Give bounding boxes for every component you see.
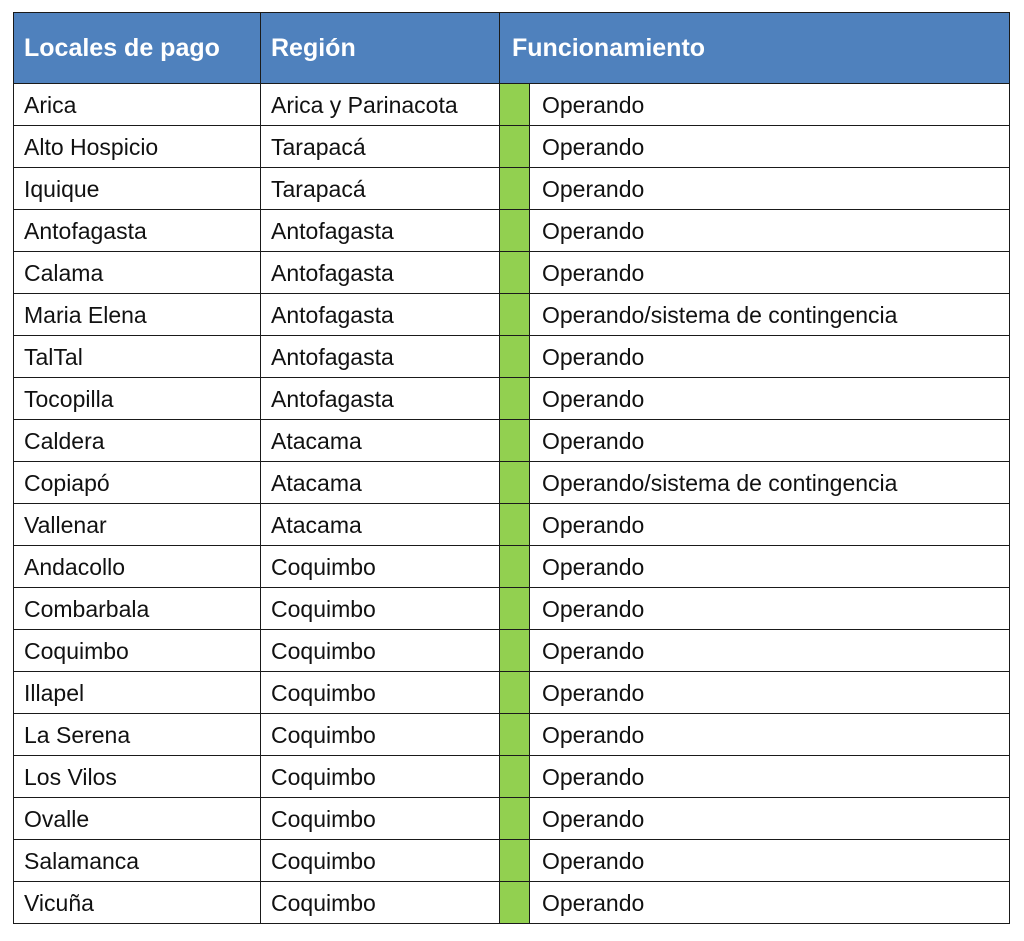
cell-region: Coquimbo	[261, 672, 500, 714]
status-green-swatch	[500, 294, 529, 335]
cell-local: Antofagasta	[14, 210, 261, 252]
cell-region: Antofagasta	[261, 378, 500, 420]
table-row	[14, 420, 1010, 462]
cell-local: Maria Elena	[14, 294, 261, 336]
status-indicator	[500, 210, 530, 252]
cell-local: Salamanca	[14, 840, 261, 882]
status-green-swatch	[500, 882, 529, 923]
cell-region: Arica y Parinacota	[261, 84, 500, 126]
cell-funcionamiento: Operando	[530, 756, 1010, 798]
cell-local: La Serena	[14, 714, 261, 756]
cell-funcionamiento: Operando	[530, 252, 1010, 294]
status-indicator	[500, 294, 530, 336]
status-green-swatch	[500, 504, 529, 545]
cell-funcionamiento: Operando	[530, 126, 1010, 168]
cell-funcionamiento: Operando	[530, 378, 1010, 420]
table-row	[14, 798, 1010, 840]
status-green-swatch	[500, 588, 529, 629]
status-green-swatch	[500, 210, 529, 251]
table-row	[14, 672, 1010, 714]
cell-region: Coquimbo	[261, 714, 500, 756]
status-green-swatch	[500, 126, 529, 167]
cell-local: Los Vilos	[14, 756, 261, 798]
cell-local: Calama	[14, 252, 261, 294]
cell-funcionamiento: Operando	[530, 84, 1010, 126]
cell-funcionamiento: Operando	[530, 336, 1010, 378]
status-indicator	[500, 756, 530, 798]
table-row	[14, 882, 1010, 924]
status-indicator	[500, 588, 530, 630]
status-indicator	[500, 420, 530, 462]
table-row	[14, 756, 1010, 798]
cell-funcionamiento: Operando	[530, 504, 1010, 546]
status-indicator	[500, 504, 530, 546]
status-indicator	[500, 126, 530, 168]
status-green-swatch	[500, 168, 529, 209]
cell-funcionamiento: Operando	[530, 546, 1010, 588]
table-row	[14, 588, 1010, 630]
cell-funcionamiento: Operando/sistema de contingencia	[530, 462, 1010, 504]
cell-region: Coquimbo	[261, 798, 500, 840]
cell-region: Antofagasta	[261, 294, 500, 336]
status-indicator	[500, 252, 530, 294]
payment-locations-table	[13, 12, 1010, 924]
status-green-swatch	[500, 546, 529, 587]
cell-region: Tarapacá	[261, 126, 500, 168]
status-indicator	[500, 630, 530, 672]
cell-local: Coquimbo	[14, 630, 261, 672]
cell-local: Vallenar	[14, 504, 261, 546]
status-green-swatch	[500, 756, 529, 797]
status-green-swatch	[500, 630, 529, 671]
cell-region: Coquimbo	[261, 756, 500, 798]
cell-region: Coquimbo	[261, 840, 500, 882]
header-funcionamiento: Funcionamiento	[500, 13, 1010, 84]
status-green-swatch	[500, 840, 529, 881]
cell-local: Iquique	[14, 168, 261, 210]
cell-funcionamiento: Operando	[530, 798, 1010, 840]
table-row	[14, 378, 1010, 420]
cell-funcionamiento: Operando	[530, 210, 1010, 252]
status-indicator	[500, 462, 530, 504]
header-locales-de-pago: Locales de pago	[14, 13, 261, 84]
table-row	[14, 84, 1010, 126]
cell-funcionamiento: Operando	[530, 882, 1010, 924]
cell-region: Antofagasta	[261, 336, 500, 378]
cell-region: Tarapacá	[261, 168, 500, 210]
table-body	[14, 84, 1010, 924]
status-indicator	[500, 84, 530, 126]
header-region: Región	[261, 13, 500, 84]
cell-local: Alto Hospicio	[14, 126, 261, 168]
table-row	[14, 168, 1010, 210]
cell-region: Atacama	[261, 462, 500, 504]
cell-local: Illapel	[14, 672, 261, 714]
table-row	[14, 840, 1010, 882]
cell-local: Ovalle	[14, 798, 261, 840]
cell-local: Andacollo	[14, 546, 261, 588]
table-row	[14, 210, 1010, 252]
table-row	[14, 630, 1010, 672]
cell-region: Atacama	[261, 504, 500, 546]
status-indicator	[500, 672, 530, 714]
cell-region: Coquimbo	[261, 882, 500, 924]
cell-region: Atacama	[261, 420, 500, 462]
status-green-swatch	[500, 336, 529, 377]
cell-funcionamiento: Operando/sistema de contingencia	[530, 294, 1010, 336]
status-indicator	[500, 378, 530, 420]
table-row	[14, 252, 1010, 294]
status-green-swatch	[500, 420, 529, 461]
status-indicator	[500, 336, 530, 378]
status-green-swatch	[500, 672, 529, 713]
table-row	[14, 462, 1010, 504]
cell-region: Coquimbo	[261, 588, 500, 630]
cell-region: Coquimbo	[261, 630, 500, 672]
table-row	[14, 126, 1010, 168]
status-indicator	[500, 840, 530, 882]
cell-local: Arica	[14, 84, 261, 126]
cell-region: Antofagasta	[261, 252, 500, 294]
table-header-row	[14, 13, 1010, 84]
status-indicator	[500, 714, 530, 756]
status-green-swatch	[500, 798, 529, 839]
cell-region: Antofagasta	[261, 210, 500, 252]
status-green-swatch	[500, 378, 529, 419]
table-row	[14, 546, 1010, 588]
cell-local: Caldera	[14, 420, 261, 462]
cell-local: Tocopilla	[14, 378, 261, 420]
status-green-swatch	[500, 714, 529, 755]
cell-funcionamiento: Operando	[530, 168, 1010, 210]
status-indicator	[500, 168, 530, 210]
status-green-swatch	[500, 84, 529, 125]
cell-funcionamiento: Operando	[530, 714, 1010, 756]
cell-funcionamiento: Operando	[530, 588, 1010, 630]
table-row	[14, 294, 1010, 336]
status-green-swatch	[500, 252, 529, 293]
cell-local: TalTal	[14, 336, 261, 378]
status-indicator	[500, 882, 530, 924]
status-indicator	[500, 546, 530, 588]
cell-local: Vicuña	[14, 882, 261, 924]
status-indicator	[500, 798, 530, 840]
cell-funcionamiento: Operando	[530, 420, 1010, 462]
cell-funcionamiento: Operando	[530, 840, 1010, 882]
table-row	[14, 714, 1010, 756]
table-row	[14, 336, 1010, 378]
cell-funcionamiento: Operando	[530, 630, 1010, 672]
cell-funcionamiento: Operando	[530, 672, 1010, 714]
cell-local: Copiapó	[14, 462, 261, 504]
status-green-swatch	[500, 462, 529, 503]
cell-local: Combarbala	[14, 588, 261, 630]
table-row	[14, 504, 1010, 546]
cell-region: Coquimbo	[261, 546, 500, 588]
